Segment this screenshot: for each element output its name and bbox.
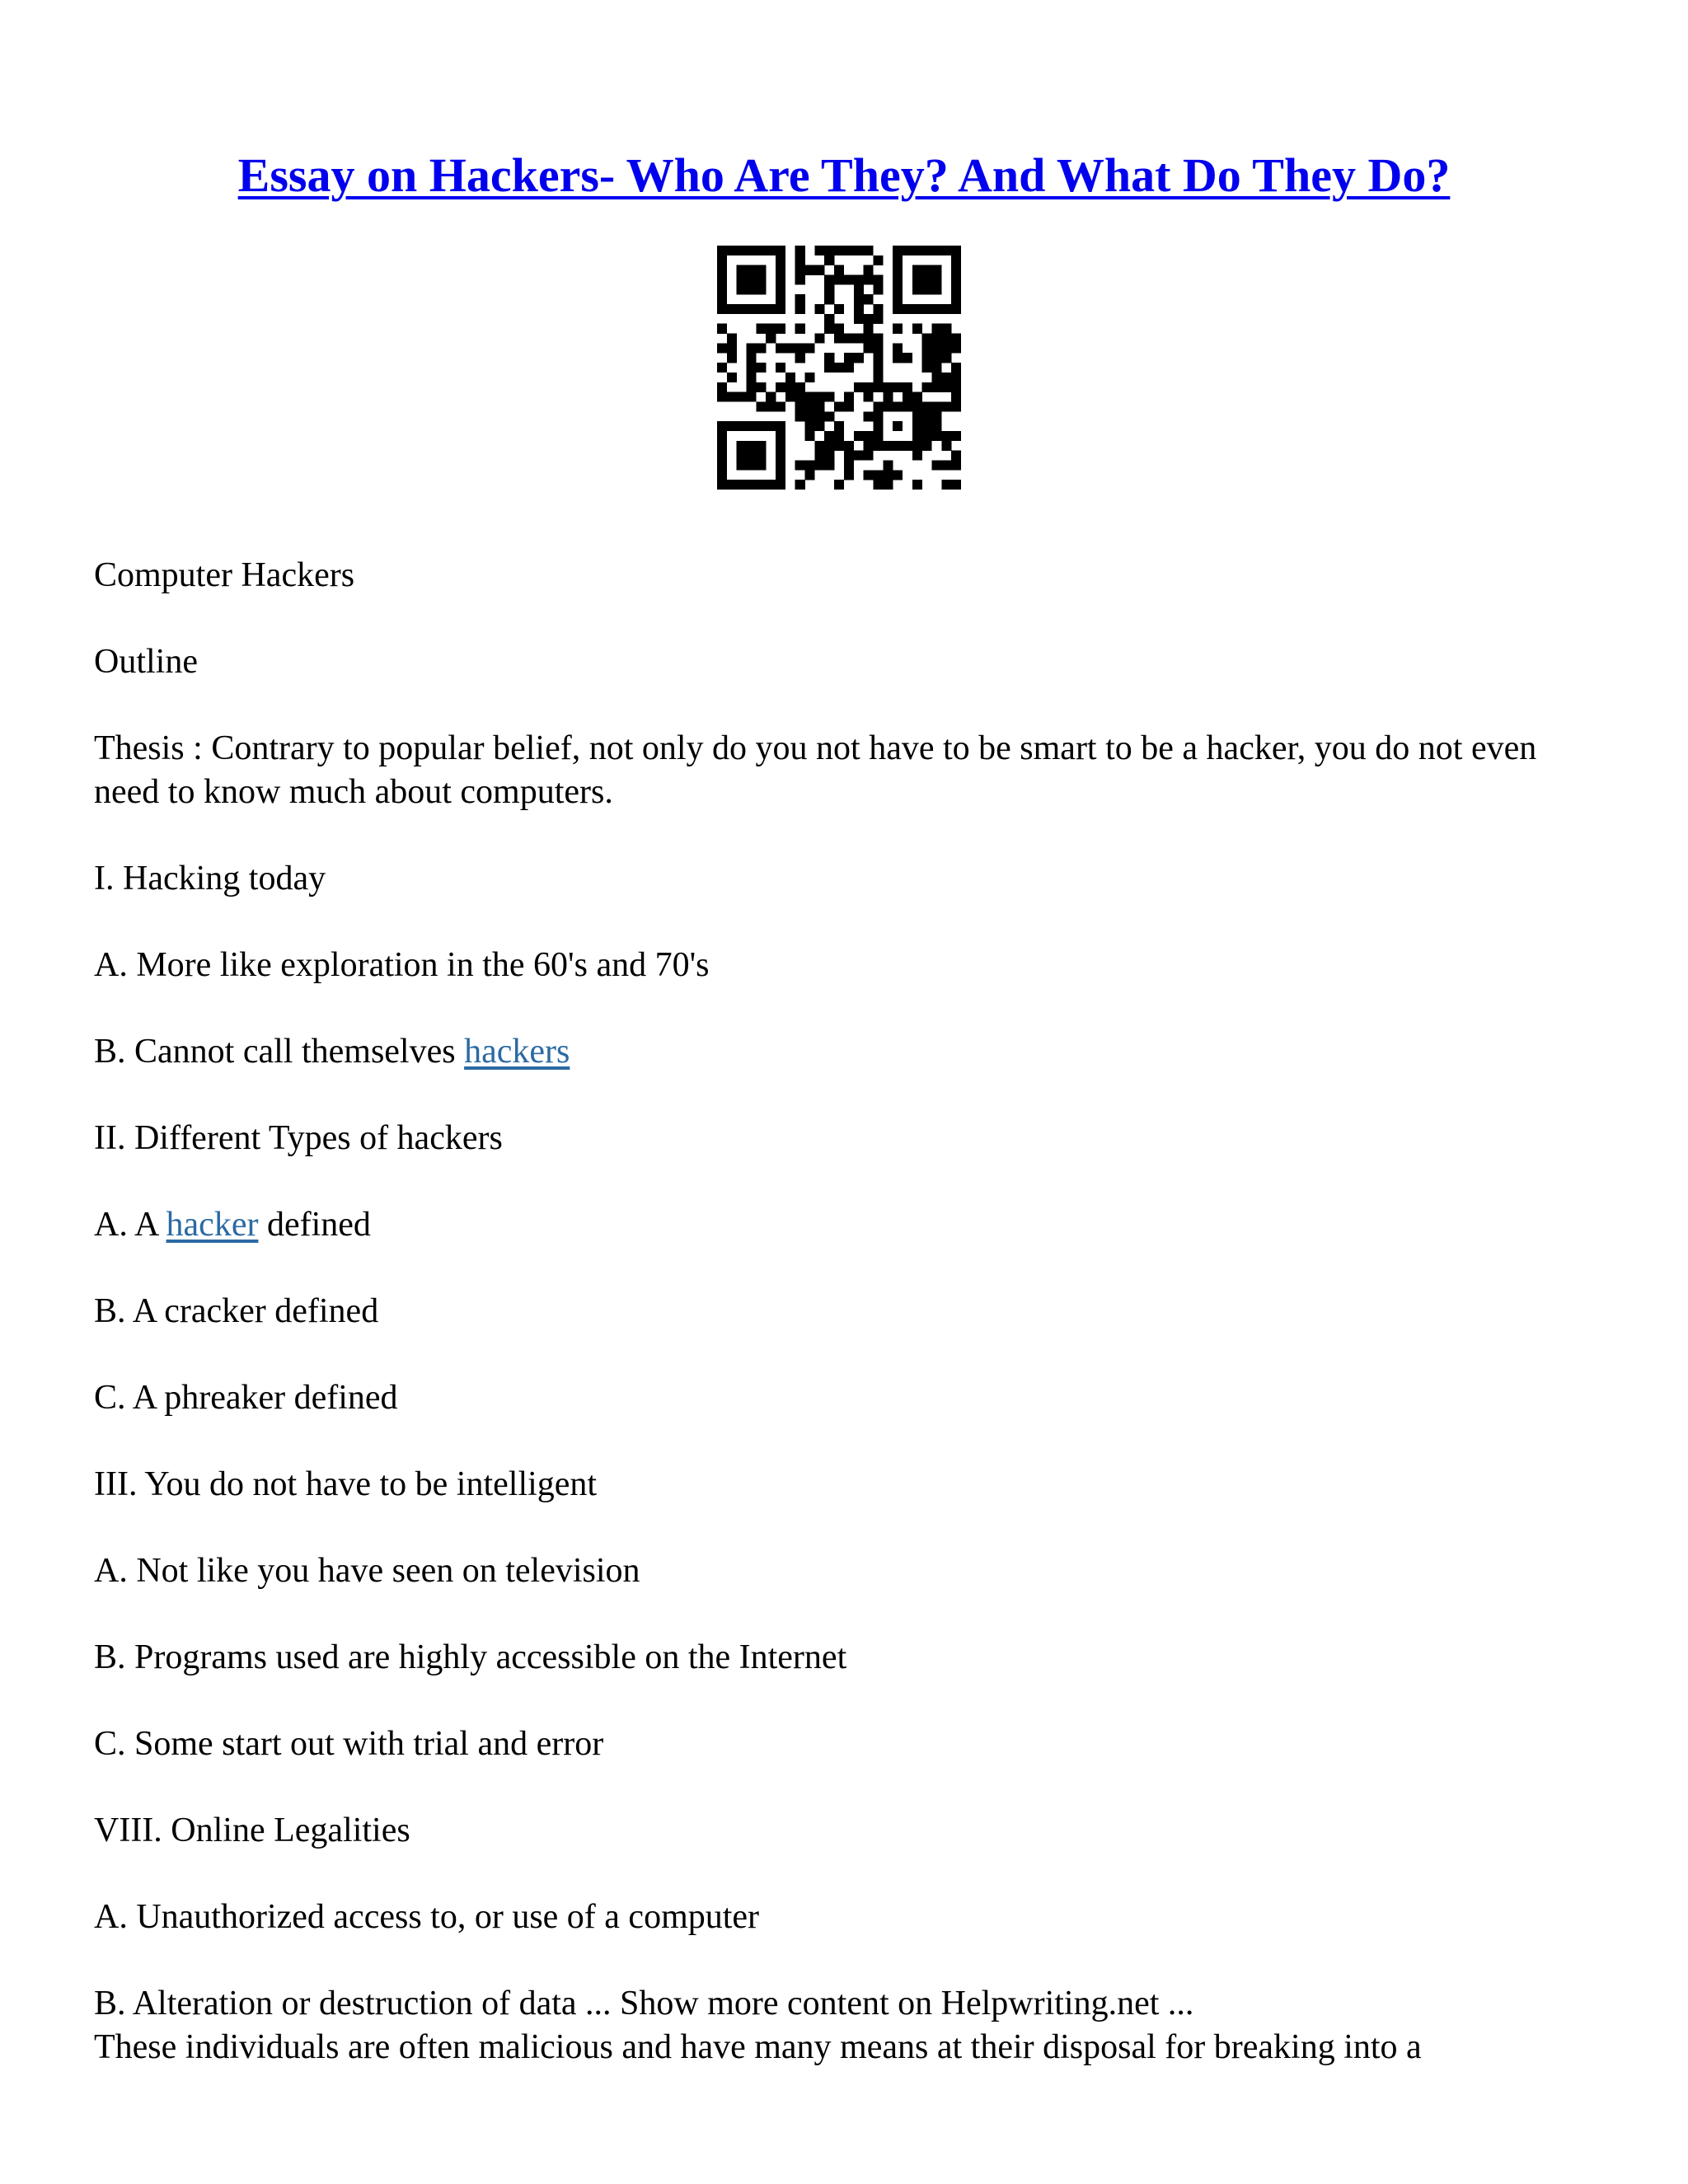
outline-item: A. More like exploration in the 60's and 70's	[94, 946, 710, 984]
hacker-link[interactable]: hacker	[166, 1206, 259, 1244]
outline-label: Outline	[94, 643, 198, 681]
outline-item	[94, 1203, 1602, 1247]
outline-item: I. Hacking today	[94, 860, 326, 898]
outline-item: A. Unauthorized access to, or use of a computer	[94, 1898, 760, 1936]
outline-item-text: B. Cannot call themselves	[94, 1033, 465, 1071]
title-link[interactable]: Essay on Hackers- Who Are They? And What Do They Do?	[237, 148, 1451, 202]
outline-item: C. A phreaker defined	[94, 1379, 398, 1417]
heading: Computer Hackers	[94, 556, 355, 594]
continuation-text: These individuals are often malicious and have many means at their disposal for breaking into a	[94, 2028, 1422, 2066]
outline-item: II. Different Types of hackers	[94, 1119, 503, 1157]
outline-item-text: A. A	[94, 1206, 166, 1244]
outline-item: III. You do not have to be intelligent	[94, 1465, 598, 1503]
outline-item: A. Not like you have seen on television	[94, 1552, 640, 1590]
outline-item	[94, 1030, 1602, 1074]
outline-item: B. A cracker defined	[94, 1292, 379, 1330]
qr-code-icon	[717, 246, 961, 490]
page-title	[0, 146, 1688, 205]
outline-item: B. Alteration or destruction of data ... Show more content on Helpwriting.net ...	[94, 1985, 1194, 2022]
outline-item: VIII. Online Legalities	[94, 1811, 410, 1849]
document-body	[94, 554, 1602, 2069]
outline-item: B. Programs used are highly accessible on the Internet	[94, 1638, 847, 1676]
outline-item-text: defined	[258, 1206, 371, 1244]
outline-item: C. Some start out with trial and error	[94, 1725, 604, 1763]
hackers-link[interactable]: hackers	[464, 1033, 570, 1071]
thesis: Thesis : Contrary to popular belief, not only do you not have to be smart to be a hacker, you do not even need to know much about computers.	[94, 729, 1537, 811]
